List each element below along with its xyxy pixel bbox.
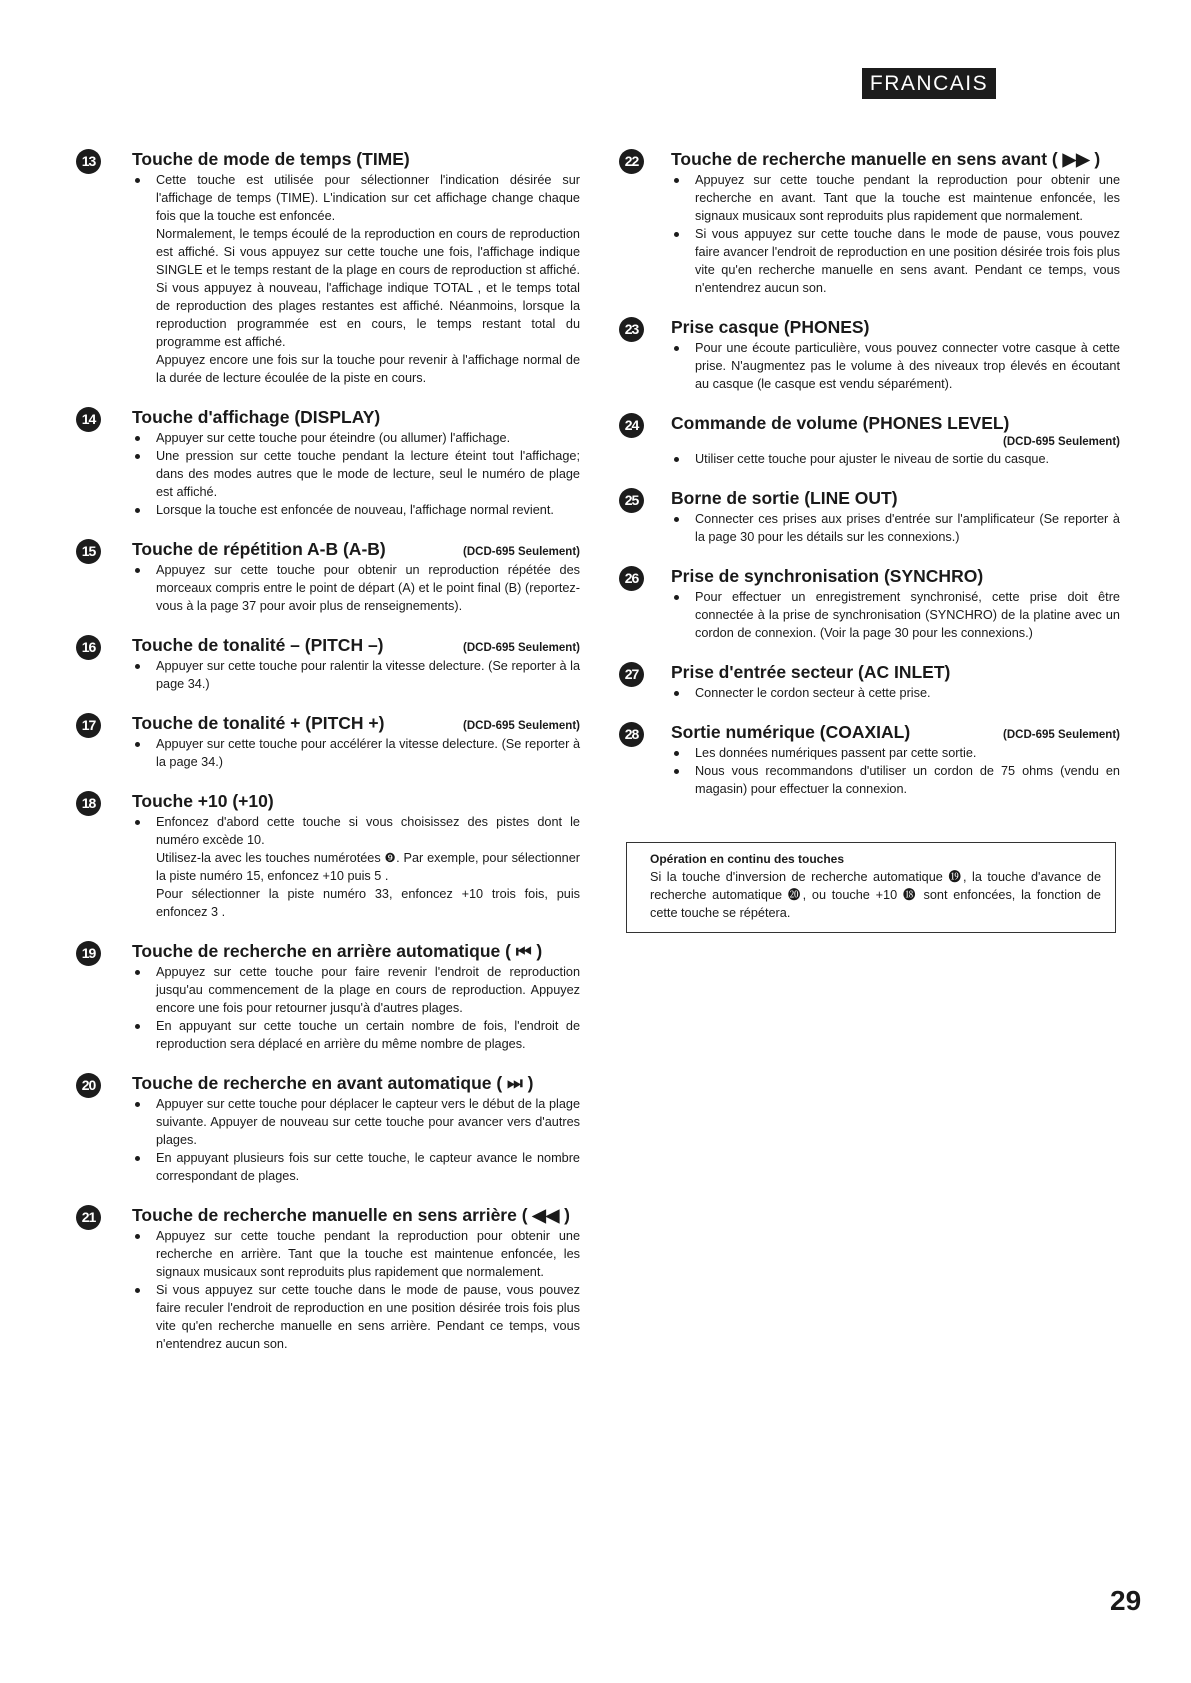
section-number-badge: 23	[619, 317, 644, 342]
bullet-list	[132, 963, 580, 1053]
bullet-item: Nous vous recommandons d'utiliser un cordon de 75 ohms (vendu en magasin) pour effectuer la connexion.	[671, 762, 1120, 798]
section-number-badge: 13	[76, 149, 101, 174]
section-title: Touche de répétition A-B (A-B)	[132, 539, 386, 559]
section-number-badge: 27	[619, 662, 644, 687]
section-number-badge: 17	[76, 713, 101, 738]
model-only-note: (DCD-695 Seulement)	[463, 546, 580, 558]
section-16	[76, 634, 580, 693]
bullet-list	[671, 588, 1120, 642]
bullet-list	[132, 171, 580, 225]
bullet-list	[132, 657, 580, 693]
bullet-item: Si vous appuyez sur cette touche dans le mode de pause, vous pouvez faire reculer l'endroit de reproduction en une position désirée trois fois plus vite qu'en recherche manuelle en sens arrière. Pendant ce temps, vous n'entendrez aucun son.	[132, 1281, 580, 1353]
section-title: Prise casque (PHONES)	[671, 317, 870, 337]
section-19	[76, 940, 580, 1053]
note-box	[626, 842, 1116, 933]
section-25	[619, 487, 1120, 546]
bullet-item: Enfoncez d'abord cette touche si vous choisissez des pistes dont le numéro excède 10.	[132, 813, 580, 849]
section-number-badge: 14	[76, 407, 101, 432]
section-number-badge: 21	[76, 1205, 101, 1230]
model-only-note: (DCD-695 Seulement)	[463, 720, 580, 732]
page-number: 29	[1110, 1585, 1142, 1616]
bullet-item: En appuyant sur cette touche un certain nombre de fois, l'endroit de reproduction sera déplacé en arrière du même nombre de plages.	[132, 1017, 580, 1053]
bullet-list	[132, 735, 580, 771]
section-title: Borne de sortie (LINE OUT)	[671, 488, 898, 508]
continuation-paragraph: Pour sélectionner la piste numéro 33, enfoncez +10 trois fois, puis enfoncez 3 .	[156, 887, 580, 919]
section-number-badge: 18	[76, 791, 101, 816]
section-title: Touche de recherche manuelle en sens arrière ( ◀◀ )	[132, 1205, 571, 1225]
section-21	[76, 1204, 580, 1353]
bullet-list	[671, 171, 1120, 297]
bullet-list	[132, 1227, 580, 1353]
section-number-badge: 28	[619, 722, 644, 747]
continuation-paragraph: Appuyez encore une fois sur la touche pour revenir à l'affichage normal de la durée de lecture écoulée de la piste en cours.	[156, 353, 580, 385]
section-26	[619, 565, 1120, 642]
model-only-note: (DCD-695 Seulement)	[463, 642, 580, 654]
bullet-item: Appuyer sur cette touche pour éteindre (ou allumer) l'affichage.	[132, 429, 580, 447]
bullet-item: Une pression sur cette touche pendant la lecture éteint tout l'affichage; dans des modes autres que le mode de lecture, seul le numéro de plage est affiché.	[132, 447, 580, 501]
section-title: Touche +10 (+10)	[132, 791, 274, 811]
bullet-list	[671, 510, 1120, 546]
bullet-list	[132, 1095, 580, 1185]
section-title: Prise d'entrée secteur (AC INLET)	[671, 662, 951, 682]
section-15	[76, 538, 580, 615]
bullet-item: Connecter ces prises aux prises d'entrée sur l'amplificateur (Se reporter à la page 30 pour les détails sur les connexions.)	[671, 510, 1120, 546]
section-number-badge: 20	[76, 1073, 101, 1098]
section-title: Touche de tonalité – (PITCH –)	[132, 635, 384, 655]
section-title: Touche de recherche en arrière automatique ( ⏮ )	[132, 941, 543, 961]
bullet-list	[671, 339, 1120, 393]
bullet-item: Lorsque la touche est enfoncée de nouveau, l'affichage normal revient.	[132, 501, 580, 519]
note-title: Opération en continu des touches	[650, 852, 845, 866]
continuation-paragraph: Utilisez-la avec les touches numérotées ❾. Par exemple, pour sélectionner la piste numéro 15, enfoncez +10 puis 5 .	[156, 851, 580, 883]
section-title: Touche de mode de temps (TIME)	[132, 149, 410, 169]
section-number-badge: 26	[619, 566, 644, 591]
continuation-paragraph: Normalement, le temps écoulé de la reproduction en cours de reproduction est affiché. Si vous appuyez sur cette touche une fois, l'affichage indique SINGLE et le temps restant de la plage en cours de reproduction st affiché. Si vous appuyez à nouveau, l'affichage indique TOTAL , et le temps total de reproduction des plages restantes est affiché. Néanmoins, lorsque la reproduction programmée est en cours, le temps restant total du programme est affiché.	[156, 227, 580, 349]
model-only-note: (DCD-695 Seulement)	[1003, 729, 1120, 741]
bullet-list	[132, 813, 580, 849]
section-20	[76, 1072, 580, 1185]
language-tab: FRANCAIS	[862, 68, 996, 99]
section-number-badge: 22	[619, 149, 644, 174]
section-28	[619, 721, 1120, 798]
bullet-item: Appuyez sur cette touche pendant la reproduction pour obtenir une recherche en arrière. Tant que la touche est maintenue enfoncée, les signaux musicaux sont reproduits plus rapidement que normalement.	[132, 1227, 580, 1281]
section-27	[619, 661, 1120, 702]
section-title: Touche d'affichage (DISPLAY)	[132, 407, 381, 427]
bullet-item: Appuyer sur cette touche pour déplacer le capteur vers le début de la plage suivante. Appuyer de nouveau sur cette touche pour avancer vers d'autres plages.	[132, 1095, 580, 1149]
bullet-item: En appuyant plusieurs fois sur cette touche, le capteur avance le nombre correspondant de plages.	[132, 1149, 580, 1185]
section-number-badge: 24	[619, 413, 644, 438]
bullet-list	[671, 450, 1120, 468]
bullet-list	[671, 684, 1120, 702]
section-title: Touche de recherche manuelle en sens avant ( ▶▶ )	[671, 149, 1101, 169]
section-17	[76, 712, 580, 771]
section-number-badge: 19	[76, 941, 101, 966]
bullet-item: Pour effectuer un enregistrement synchronisé, cette prise doit être connectée à la prise de synchronisation (SYNCHRO) de la platine avec un cordon de connexion. (Voir la page 30 pour les connexions.)	[671, 588, 1120, 642]
section-title: Touche de tonalité + (PITCH +)	[132, 713, 385, 733]
section-23	[619, 316, 1120, 393]
section-14	[76, 406, 580, 519]
section-24	[619, 412, 1120, 468]
bullet-item: Pour une écoute particulière, vous pouvez connecter votre casque à cette prise. N'augmentez pas le volume à des niveaux trop élevés en écoutant au casque (le casque est vendu séparément).	[671, 339, 1120, 393]
section-title: Commande de volume (PHONES LEVEL)	[671, 413, 1010, 433]
bullet-list	[132, 561, 580, 615]
section-22	[619, 148, 1120, 297]
section-number-badge: 15	[76, 539, 101, 564]
bullet-item: Si vous appuyez sur cette touche dans le mode de pause, vous pouvez faire avancer l'endroit de reproduction en une position désirée trois fois plus vite qu'en recherche manuelle en sens avant. Pendant ce temps, vous n'entendrez aucun son.	[671, 225, 1120, 297]
bullet-item: Appuyer sur cette touche pour accélérer la vitesse delecture. (Se reporter à la page 34.)	[132, 735, 580, 771]
bullet-item: Utiliser cette touche pour ajuster le niveau de sortie du casque.	[671, 450, 1120, 468]
section-number-badge: 25	[619, 488, 644, 513]
bullet-item: Appuyez sur cette touche pour faire revenir l'endroit de reproduction jusqu'au commencement de la plage en cours de reproduction. Appuyez encore une fois pour retourner jusqu'à d'autres plages.	[132, 963, 580, 1017]
section-18	[76, 790, 580, 921]
section-title: Sortie numérique (COAXIAL)	[671, 722, 911, 742]
bullet-item: Les données numériques passent par cette sortie.	[671, 744, 1120, 762]
bullet-item: Appuyer sur cette touche pour ralentir la vitesse delecture. (Se reporter à la page 34.)	[132, 657, 580, 693]
bullet-list	[671, 744, 1120, 798]
right-column	[619, 148, 1120, 817]
left-column	[76, 148, 580, 1372]
section-title: Touche de recherche en avant automatique ( ⏭ )	[132, 1073, 534, 1093]
bullet-item: Appuyez sur cette touche pour obtenir un reproduction répétée des morceaux compris entre le point de départ (A) et le point final (B) (reportez-vous à la page 37 pour avoir plus de renseignements).	[132, 561, 580, 615]
bullet-item: Appuyez sur cette touche pendant la reproduction pour obtenir une recherche en avant. Tant que la touche est maintenue enfoncée, les signaux musicaux sont reproduits plus rapidement que normalement.	[671, 171, 1120, 225]
bullet-item: Cette touche est utilisée pour sélectionner l'indication désirée sur l'affichage de temps (TIME). L'indication sur cet affichage change chaque fois que la touche est enfoncée.	[132, 171, 580, 225]
bullet-list	[132, 429, 580, 519]
section-13	[76, 148, 580, 387]
bullet-item: Connecter le cordon secteur à cette prise.	[671, 684, 1120, 702]
section-number-badge: 16	[76, 635, 101, 660]
model-only-note: (DCD-695 Seulement)	[1003, 436, 1120, 448]
section-title: Prise de synchronisation (SYNCHRO)	[671, 566, 984, 586]
note-text: Si la touche d'inversion de recherche automatique ⓳, la touche d'avance de recherche automatique ⓴, ou touche +10 ⓲ sont enfoncées, la fonction de cette touche se répétera.	[650, 870, 1101, 920]
